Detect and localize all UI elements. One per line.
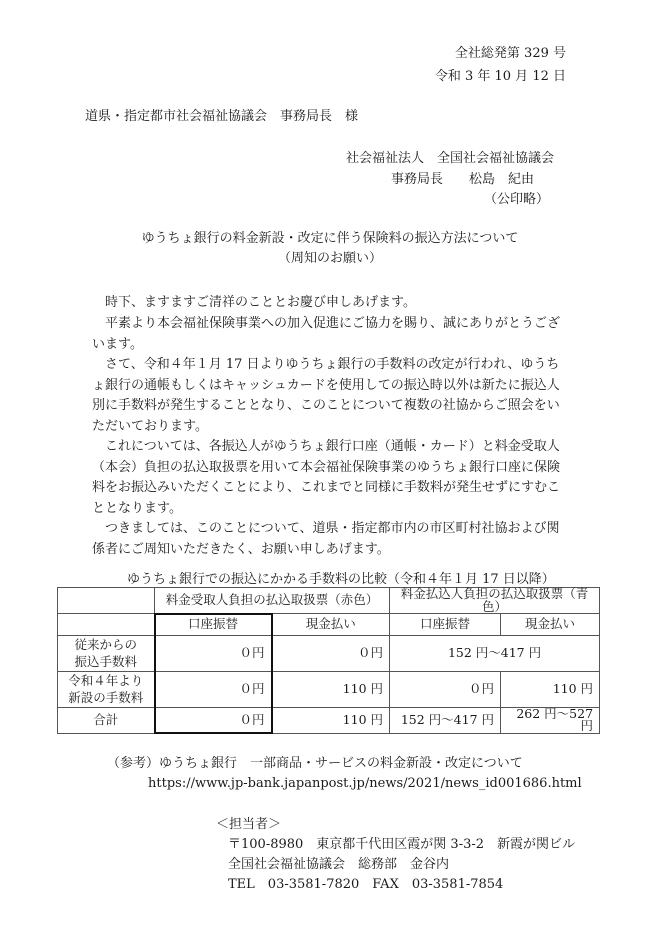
document-date: 令和 3 年 10 月 12 日: [434, 69, 566, 84]
reference-url: https://www.jp-bank.japanpost.jp/news/2021/news_id001686.html: [148, 776, 582, 791]
sender-organization: 社会福祉法人 全国社会福祉協議会: [346, 151, 555, 166]
cell-red-account: ０円: [155, 635, 272, 671]
cell-red-account: ０円: [155, 707, 272, 733]
subheader-blue-cash: 現金払い: [501, 614, 600, 636]
cell-red-cash: 110 円: [272, 707, 390, 733]
cell-red-cash: ０円: [272, 635, 390, 671]
reference-note: （参考）ゆうちょ銀行 一部商品・サービスの料金新設・改定について: [107, 756, 523, 771]
contact-address: 〒100-8980 東京都千代田区霞が関 3-3-2 新霞が関ビル: [228, 837, 576, 852]
body-paragraph: 平素より本会福祉保険事業への加入促進にご協力を賜り、誠にありがとうございます。: [92, 316, 561, 352]
cell-blue-cash: 262 円～527 円: [501, 707, 600, 733]
body-paragraph: これについては、各振込人がゆうちょ銀行口座（通帳・カード）と料金受取人（本会）負担の払込取扱票を用いて本会福祉保険事業のゆうちょ銀行口座に保険料をお振込みいただくことにより、これまでと同様に手数料が発生せずにすむこととなります。: [92, 439, 561, 516]
body-paragraph: さて、令和４年１月 17 日よりゆうちょ銀行の手数料の改定が行われ、ゆうちょ銀行の通帳もしくはキャッシュカードを使用しての振込時以外は新たに振込人別に手数料が発生することとなり、このことについて複数の社協からご照会をいただいております。: [92, 357, 560, 434]
contact-heading: ＜担当者＞: [216, 817, 282, 832]
document-subtitle: （周知のお願い）: [277, 251, 382, 266]
table-subheader-row: [58, 614, 600, 636]
row-label: 令和４年より 新設の手数料: [58, 671, 155, 707]
cell-red-cash: 110 円: [272, 671, 390, 707]
contact-phone: TEL 03-3581-7820 FAX 03-3581-7854: [228, 877, 504, 892]
fee-comparison-table: [57, 587, 600, 734]
row-label: 合計: [58, 707, 155, 733]
seal-note: （公印略）: [484, 192, 550, 207]
subheader-red-cash: 現金払い: [272, 614, 390, 636]
sender-person: 事務局長 松島 紀由: [391, 172, 535, 187]
table-row: [58, 635, 600, 671]
group-header-red: 料金受取人負担の払込取扱票（赤色）: [155, 588, 390, 614]
document-number: 全社総発第 329 号: [454, 46, 566, 61]
table-corner-cell: [58, 588, 155, 614]
table-row: [58, 671, 600, 707]
cell-blue-account: 152 円～417 円: [390, 707, 501, 733]
subheader-blue-account: 口座振替: [390, 614, 501, 636]
cell-blue-cash: 110 円: [501, 671, 600, 707]
group-header-blue: 料金払込人負担の払込取扱票（青色）: [390, 588, 600, 614]
document-title: ゆうちょ銀行の料金新設・改定に伴う保険料の振込方法について: [141, 231, 519, 246]
table-caption: ゆうちょ銀行での振込にかかる手数料の比較（令和４年１月 17 日以降）: [127, 572, 555, 587]
cell-blue-merged: 152 円～417 円: [390, 635, 600, 671]
table-row: [58, 707, 600, 733]
cell-blue-account: ０円: [390, 671, 501, 707]
contact-department: 全国社会福祉協議会 総務部 金谷内: [228, 857, 450, 872]
table-corner-cell: [58, 614, 155, 636]
body-paragraph: つきましては、このことについて、道県・指定都市内の市区町村社協および関係者にご周知いただきたく、お願い申しあげます。: [92, 521, 560, 557]
addressee: 道県・指定都市社会福祉協議会 事務局長 様: [85, 109, 359, 124]
row-label: 従来からの 振込手数料: [58, 635, 155, 671]
body-paragraph: 時下、ますますご清祥のこととお慶び申しあげます。: [105, 295, 416, 310]
subheader-red-account: 口座振替: [155, 614, 272, 636]
table-header-row: [58, 588, 600, 614]
cell-red-account: ０円: [155, 671, 272, 707]
